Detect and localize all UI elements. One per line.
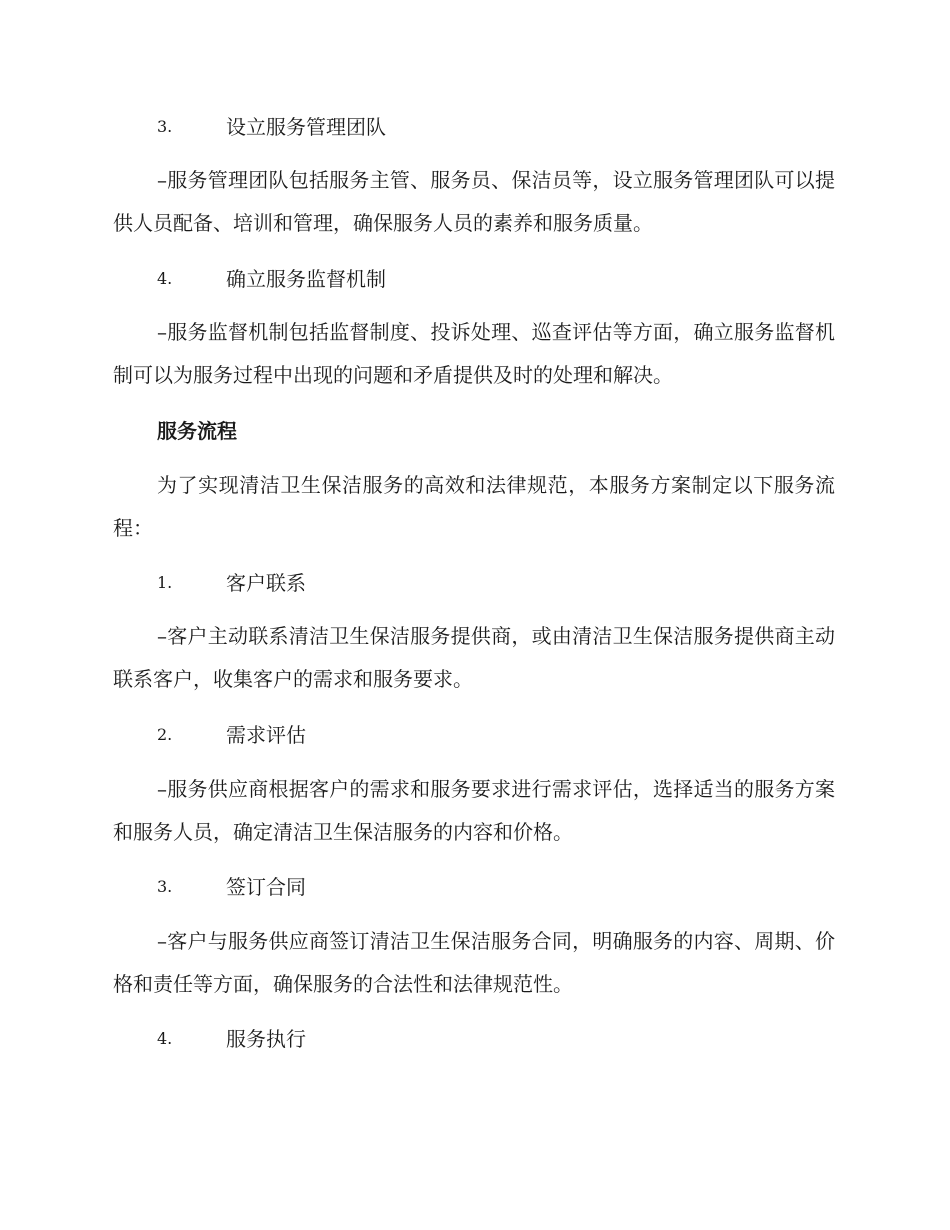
list-title: 需求评估 [226,723,306,747]
paragraph-contract: –客户与服务供应商签订清洁卫生保洁服务合同，明确服务的内容、周期、价格和责任等方面，确保服务的合法性和法律规范性。 [113,929,835,996]
list-item-4-supervision [0,264,950,294]
list-number: 4. [157,269,173,288]
paragraph-intro: 为了实现清洁卫生保洁服务的高效和法律规范，本服务方案制定以下服务流程： [113,473,835,540]
paragraph-assessment: –服务供应商根据客户的需求和服务要求进行需求评估，选择适当的服务方案和服务人员，确定清洁卫生保洁服务的内容和价格。 [113,777,835,844]
list-title: 签订合同 [226,875,306,899]
list-number: 4. [157,1029,173,1048]
list-title: 设立服务管理团队 [226,115,386,139]
list-number: 3. [157,117,173,136]
list-item-1-contact [0,568,950,598]
list-item-3-contract [0,872,950,902]
list-item-4-execution [0,1024,950,1054]
list-item-3-team [0,112,950,142]
list-number: 2. [157,725,173,744]
paragraph-contact: –客户主动联系清洁卫生保洁服务提供商，或由清洁卫生保洁服务提供商主动联系客户，收集客户的需求和服务要求。 [113,624,835,691]
section-heading: 服务流程 [157,419,237,443]
list-title: 服务执行 [226,1027,306,1051]
paragraph-supervision: –服务监督机制包括监督制度、投诉处理、巡查评估等方面，确立服务监督机制可以为服务过程中出现的问题和矛盾提供及时的处理和解决。 [113,320,835,387]
list-number: 1. [157,573,173,592]
list-number: 3. [157,877,173,896]
list-item-2-assessment [0,720,950,750]
list-title: 客户联系 [226,571,306,595]
list-title: 确立服务监督机制 [226,267,386,291]
paragraph-team: –服务管理团队包括服务主管、服务员、保洁员等，设立服务管理团队可以提供人员配备、培训和管理，确保服务人员的素养和服务质量。 [113,168,835,235]
